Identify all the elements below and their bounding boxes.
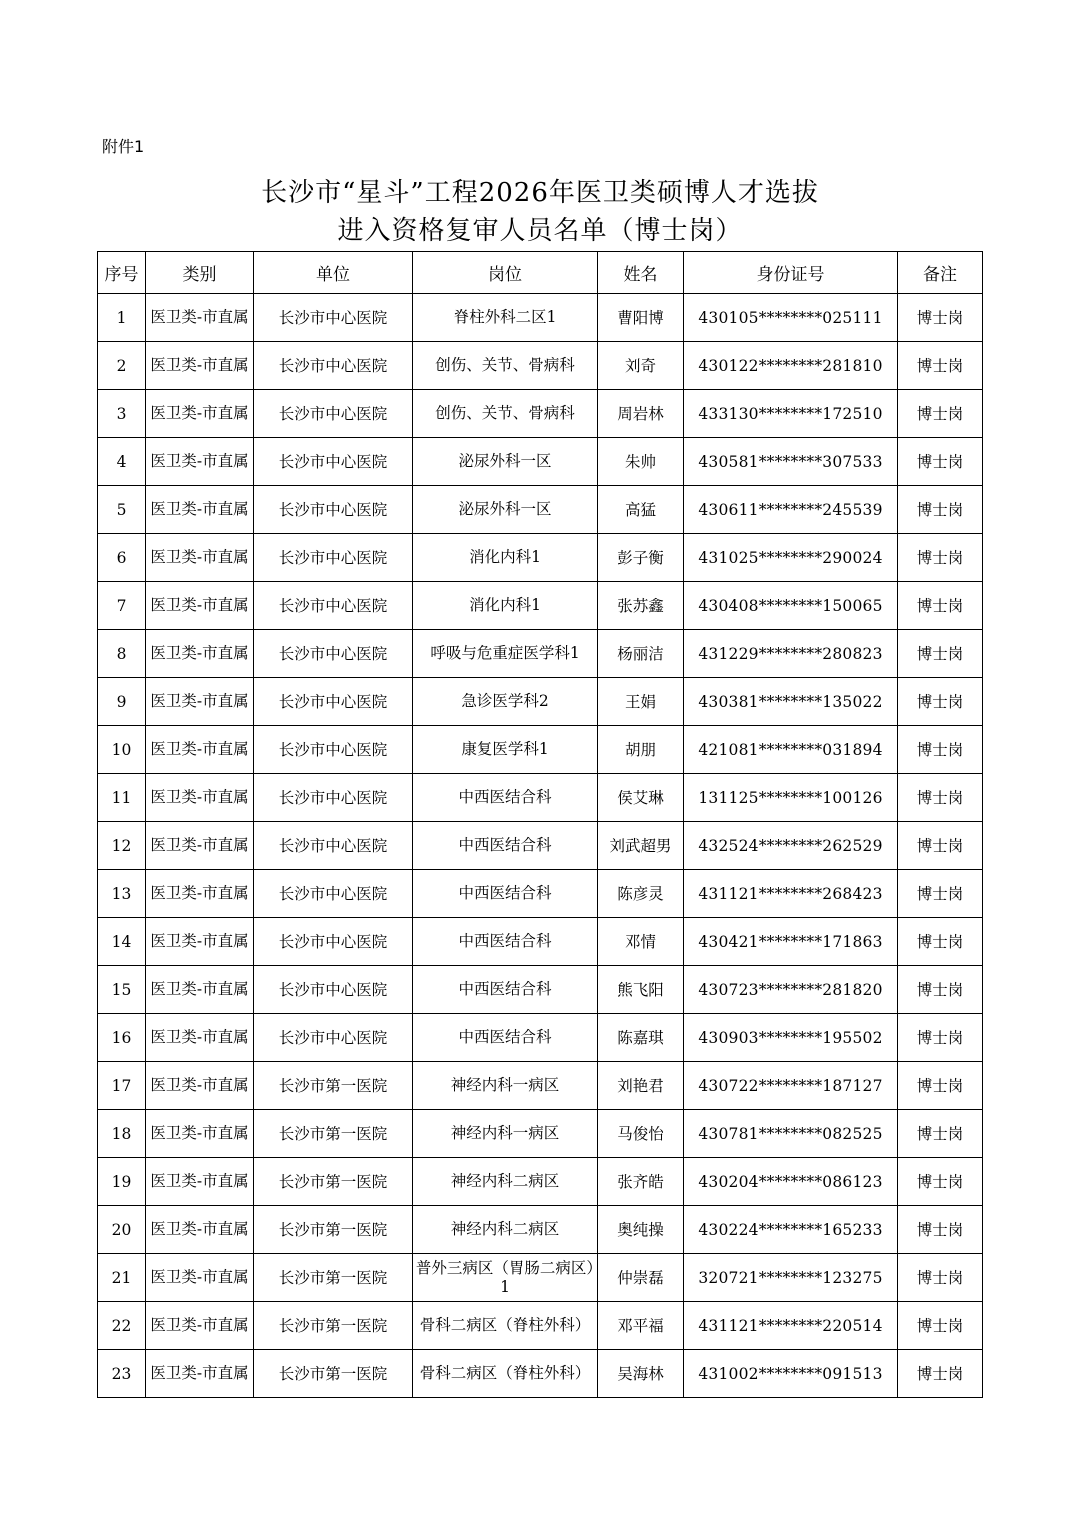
cell-id-number: 430781********082525 (684, 1110, 898, 1158)
cell-id-number: 430903********195502 (684, 1014, 898, 1062)
cell-position: 中西医结合科 (413, 918, 598, 966)
cell-index: 23 (98, 1350, 146, 1398)
cell-remark: 博士岗 (898, 1206, 983, 1254)
cell-remark: 博士岗 (898, 294, 983, 342)
cell-index: 9 (98, 678, 146, 726)
table-row (98, 1350, 983, 1398)
table-row (98, 966, 983, 1014)
cell-category: 医卫类-市直属 (146, 630, 254, 678)
cell-unit: 长沙市第一医院 (254, 1110, 413, 1158)
cell-id-number: 430611********245539 (684, 486, 898, 534)
cell-id-number: 421081********031894 (684, 726, 898, 774)
cell-category: 医卫类-市直属 (146, 1062, 254, 1110)
cell-remark: 博士岗 (898, 486, 983, 534)
cell-index: 13 (98, 870, 146, 918)
cell-id-number: 431229********280823 (684, 630, 898, 678)
cell-position: 消化内科1 (413, 582, 598, 630)
cell-position: 创伤、关节、骨病科 (413, 342, 598, 390)
cell-index: 10 (98, 726, 146, 774)
cell-remark: 博士岗 (898, 1014, 983, 1062)
cell-index: 20 (98, 1206, 146, 1254)
cell-unit: 长沙市中心医院 (254, 1014, 413, 1062)
cell-unit: 长沙市第一医院 (254, 1206, 413, 1254)
cell-name: 杨丽洁 (598, 630, 684, 678)
cell-index: 11 (98, 774, 146, 822)
cell-unit: 长沙市中心医院 (254, 726, 413, 774)
cell-unit: 长沙市第一医院 (254, 1254, 413, 1302)
cell-unit: 长沙市第一医院 (254, 1062, 413, 1110)
table-row (98, 822, 983, 870)
cell-category: 医卫类-市直属 (146, 870, 254, 918)
header-category: 类别 (146, 252, 254, 294)
cell-category: 医卫类-市直属 (146, 1158, 254, 1206)
cell-name: 王娟 (598, 678, 684, 726)
cell-name: 吴海林 (598, 1350, 684, 1398)
cell-remark: 博士岗 (898, 630, 983, 678)
table-row (98, 918, 983, 966)
cell-unit: 长沙市中心医院 (254, 630, 413, 678)
cell-position: 中西医结合科 (413, 774, 598, 822)
cell-remark: 博士岗 (898, 438, 983, 486)
table-row (98, 1014, 983, 1062)
cell-index: 14 (98, 918, 146, 966)
cell-position: 神经内科一病区 (413, 1062, 598, 1110)
table-row (98, 294, 983, 342)
cell-position: 骨科二病区（脊柱外科） (413, 1302, 598, 1350)
cell-position: 中西医结合科 (413, 1014, 598, 1062)
cell-position: 泌尿外科一区 (413, 438, 598, 486)
cell-id-number: 430204********086123 (684, 1158, 898, 1206)
cell-index: 21 (98, 1254, 146, 1302)
table-row (98, 390, 983, 438)
header-name: 姓名 (598, 252, 684, 294)
cell-id-number: 430723********281820 (684, 966, 898, 1014)
cell-remark: 博士岗 (898, 342, 983, 390)
cell-unit: 长沙市中心医院 (254, 438, 413, 486)
cell-index: 17 (98, 1062, 146, 1110)
cell-remark: 博士岗 (898, 822, 983, 870)
cell-name: 高猛 (598, 486, 684, 534)
cell-unit: 长沙市中心医院 (254, 342, 413, 390)
cell-unit: 长沙市第一医院 (254, 1350, 413, 1398)
cell-category: 医卫类-市直属 (146, 294, 254, 342)
table-row (98, 774, 983, 822)
cell-name: 周岩林 (598, 390, 684, 438)
cell-category: 医卫类-市直属 (146, 486, 254, 534)
cell-category: 医卫类-市直属 (146, 678, 254, 726)
cell-position: 泌尿外科一区 (413, 486, 598, 534)
cell-id-number: 430581********307533 (684, 438, 898, 486)
cell-position: 中西医结合科 (413, 870, 598, 918)
cell-position: 创伤、关节、骨病科 (413, 390, 598, 438)
cell-name: 曹阳博 (598, 294, 684, 342)
document-title-line1: 长沙市“星斗”工程2026年医卫类硕博人才选拔 (261, 178, 819, 208)
cell-position: 急诊医学科2 (413, 678, 598, 726)
cell-remark: 博士岗 (898, 678, 983, 726)
cell-remark: 博士岗 (898, 966, 983, 1014)
cell-id-number: 431121********268423 (684, 870, 898, 918)
cell-unit: 长沙市中心医院 (254, 390, 413, 438)
header-unit: 单位 (254, 252, 413, 294)
cell-index: 6 (98, 534, 146, 582)
table-row (98, 1302, 983, 1350)
cell-category: 医卫类-市直属 (146, 918, 254, 966)
cell-index: 5 (98, 486, 146, 534)
table-row (98, 870, 983, 918)
cell-remark: 博士岗 (898, 1350, 983, 1398)
table-row (98, 582, 983, 630)
cell-index: 8 (98, 630, 146, 678)
cell-remark: 博士岗 (898, 1254, 983, 1302)
document-title-line2: 进入资格复审人员名单（博士岗） (337, 216, 743, 246)
table-row (98, 486, 983, 534)
cell-remark: 博士岗 (898, 870, 983, 918)
cell-position: 普外三病区（胃肠二病区）1 (413, 1254, 598, 1302)
cell-name: 刘艳君 (598, 1062, 684, 1110)
cell-id-number: 320721********123275 (684, 1254, 898, 1302)
cell-position: 中西医结合科 (413, 822, 598, 870)
cell-id-number: 430408********150065 (684, 582, 898, 630)
cell-category: 医卫类-市直属 (146, 1110, 254, 1158)
cell-id-number: 433130********172510 (684, 390, 898, 438)
cell-unit: 长沙市中心医院 (254, 774, 413, 822)
cell-unit: 长沙市第一医院 (254, 1302, 413, 1350)
cell-index: 2 (98, 342, 146, 390)
cell-name: 马俊怡 (598, 1110, 684, 1158)
cell-id-number: 431025********290024 (684, 534, 898, 582)
cell-remark: 博士岗 (898, 918, 983, 966)
cell-id-number: 430105********025111 (684, 294, 898, 342)
cell-index: 1 (98, 294, 146, 342)
cell-category: 医卫类-市直属 (146, 1014, 254, 1062)
cell-name: 胡朋 (598, 726, 684, 774)
cell-remark: 博士岗 (898, 534, 983, 582)
cell-name: 刘武超男 (598, 822, 684, 870)
cell-remark: 博士岗 (898, 1062, 983, 1110)
cell-remark: 博士岗 (898, 582, 983, 630)
cell-category: 医卫类-市直属 (146, 774, 254, 822)
cell-position: 神经内科二病区 (413, 1158, 598, 1206)
table-row (98, 342, 983, 390)
cell-category: 医卫类-市直属 (146, 390, 254, 438)
cell-name: 陈彦灵 (598, 870, 684, 918)
cell-position: 神经内科一病区 (413, 1110, 598, 1158)
table-row (98, 1254, 983, 1302)
candidate-table (97, 251, 983, 1398)
cell-remark: 博士岗 (898, 1302, 983, 1350)
cell-unit: 长沙市中心医院 (254, 870, 413, 918)
cell-unit: 长沙市中心医院 (254, 678, 413, 726)
cell-index: 7 (98, 582, 146, 630)
cell-category: 医卫类-市直属 (146, 1254, 254, 1302)
cell-remark: 博士岗 (898, 1110, 983, 1158)
cell-category: 医卫类-市直属 (146, 1350, 254, 1398)
cell-index: 18 (98, 1110, 146, 1158)
table-row (98, 678, 983, 726)
attachment-label: 附件1 (102, 137, 145, 156)
cell-name: 邓情 (598, 918, 684, 966)
cell-unit: 长沙市中心医院 (254, 966, 413, 1014)
cell-remark: 博士岗 (898, 390, 983, 438)
cell-name: 朱帅 (598, 438, 684, 486)
cell-unit: 长沙市中心医院 (254, 534, 413, 582)
table-row (98, 630, 983, 678)
cell-id-number: 432524********262529 (684, 822, 898, 870)
cell-position: 消化内科1 (413, 534, 598, 582)
table-header-row (98, 252, 983, 294)
cell-category: 医卫类-市直属 (146, 1206, 254, 1254)
header-remark: 备注 (898, 252, 983, 294)
cell-name: 彭子衡 (598, 534, 684, 582)
cell-remark: 博士岗 (898, 1158, 983, 1206)
cell-id-number: 431121********220514 (684, 1302, 898, 1350)
cell-name: 侯艾琳 (598, 774, 684, 822)
cell-unit: 长沙市中心医院 (254, 582, 413, 630)
cell-position: 康复医学科1 (413, 726, 598, 774)
header-index: 序号 (98, 252, 146, 294)
cell-position: 脊柱外科二区1 (413, 294, 598, 342)
header-position: 岗位 (413, 252, 598, 294)
cell-category: 医卫类-市直属 (146, 822, 254, 870)
cell-id-number: 430122********281810 (684, 342, 898, 390)
cell-position: 神经内科二病区 (413, 1206, 598, 1254)
table-row (98, 1158, 983, 1206)
cell-unit: 长沙市中心医院 (254, 822, 413, 870)
cell-unit: 长沙市第一医院 (254, 1158, 413, 1206)
table-row (98, 1110, 983, 1158)
cell-position: 骨科二病区（脊柱外科） (413, 1350, 598, 1398)
cell-name: 张齐皓 (598, 1158, 684, 1206)
table-row (98, 1206, 983, 1254)
cell-id-number: 431002********091513 (684, 1350, 898, 1398)
cell-unit: 长沙市中心医院 (254, 294, 413, 342)
cell-name: 仲崇磊 (598, 1254, 684, 1302)
cell-name: 刘奇 (598, 342, 684, 390)
cell-index: 12 (98, 822, 146, 870)
header-id-number: 身份证号 (684, 252, 898, 294)
cell-index: 22 (98, 1302, 146, 1350)
cell-index: 15 (98, 966, 146, 1014)
cell-id-number: 430421********171863 (684, 918, 898, 966)
table-row (98, 534, 983, 582)
table-row (98, 726, 983, 774)
cell-category: 医卫类-市直属 (146, 726, 254, 774)
cell-name: 张苏鑫 (598, 582, 684, 630)
cell-category: 医卫类-市直属 (146, 438, 254, 486)
cell-position: 中西医结合科 (413, 966, 598, 1014)
cell-index: 3 (98, 390, 146, 438)
table-row (98, 1062, 983, 1110)
cell-index: 4 (98, 438, 146, 486)
cell-name: 邓平福 (598, 1302, 684, 1350)
cell-index: 19 (98, 1158, 146, 1206)
cell-category: 医卫类-市直属 (146, 342, 254, 390)
cell-index: 16 (98, 1014, 146, 1062)
cell-remark: 博士岗 (898, 774, 983, 822)
cell-position: 呼吸与危重症医学科1 (413, 630, 598, 678)
cell-id-number: 131125********100126 (684, 774, 898, 822)
cell-unit: 长沙市中心医院 (254, 486, 413, 534)
cell-name: 奥纯操 (598, 1206, 684, 1254)
cell-name: 熊飞阳 (598, 966, 684, 1014)
cell-id-number: 430722********187127 (684, 1062, 898, 1110)
cell-id-number: 430224********165233 (684, 1206, 898, 1254)
cell-category: 医卫类-市直属 (146, 1302, 254, 1350)
cell-category: 医卫类-市直属 (146, 534, 254, 582)
cell-remark: 博士岗 (898, 726, 983, 774)
cell-unit: 长沙市中心医院 (254, 918, 413, 966)
cell-category: 医卫类-市直属 (146, 966, 254, 1014)
table-row (98, 438, 983, 486)
cell-name: 陈嘉琪 (598, 1014, 684, 1062)
cell-id-number: 430381********135022 (684, 678, 898, 726)
cell-category: 医卫类-市直属 (146, 582, 254, 630)
